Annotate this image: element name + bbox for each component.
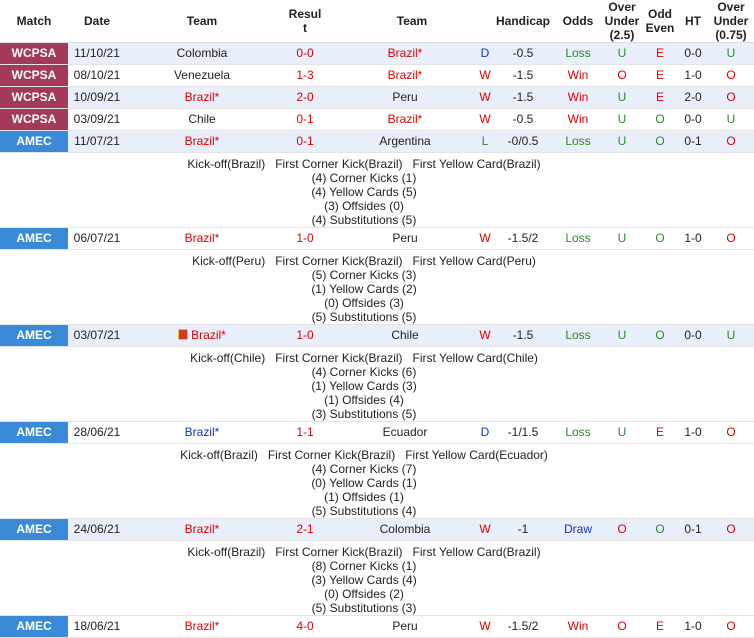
match-row[interactable] [0,325,754,347]
half-time: 2-0 [678,87,708,109]
detail-stat: (1) Yellow Cards (3) [311,379,417,393]
match-date: 03/09/21 [68,109,126,131]
detail-stat: (1) Offsides (4) [324,393,404,407]
header-over-under-075: Over Under (0.75) [708,0,754,43]
detail-events: Kick-off(Chile) First Corner Kick(Brazil) First Yellow Card(Chile) [190,351,538,365]
home-team-label: Brazil* [184,134,220,148]
home-team-label: Brazil* [191,328,226,342]
detail-stat: (4) Corner Kicks (6) [311,365,417,379]
odd-even: O [642,109,678,131]
over-under: O [602,616,642,638]
match-date: 11/10/21 [68,43,126,65]
detail-stat: (4) Yellow Cards (5) [311,185,417,199]
half-time: 0-0 [678,109,708,131]
match-detail-row [0,347,754,422]
match-row[interactable] [0,519,754,541]
result-letter: D [478,43,492,65]
match-date: 28/06/21 [68,422,126,444]
score[interactable]: 1-3 [278,65,332,87]
match-detail-row [0,444,754,519]
handicap: -0.5 [492,43,554,65]
odds-result: Win [554,616,602,638]
result-letter: W [478,87,492,109]
home-team[interactable] [126,65,278,87]
odd-even: E [642,616,678,638]
half-time: 1-0 [678,65,708,87]
match-date: 11/07/21 [68,131,126,153]
over-under: U [602,43,642,65]
red-card-icon [178,329,188,340]
away-team[interactable]: Colombia [332,519,478,541]
detail-events: Kick-off(Brazil) First Corner Kick(Brazil) First Yellow Card(Brazil) [187,545,541,559]
league-badge[interactable]: WCPSA [0,87,68,109]
home-team[interactable] [126,422,278,444]
half-time: 0-1 [678,131,708,153]
detail-stat: (5) Substitutions (5) [311,310,417,324]
over-under-075: O [708,87,754,109]
league-badge[interactable]: AMEC [0,228,68,250]
handicap: -1.5 [492,325,554,347]
result-letter: W [478,616,492,638]
match-row[interactable] [0,422,754,444]
detail-events: Kick-off(Peru) First Corner Kick(Brazil) First Yellow Card(Peru) [192,254,536,268]
match-detail-row [0,250,754,325]
half-time: 1-0 [678,422,708,444]
header-result: Resul t [278,0,332,43]
match-date: 03/07/21 [68,325,126,347]
match-date: 10/09/21 [68,87,126,109]
home-team-label: Brazil* [184,425,220,439]
league-badge[interactable]: WCPSA [0,65,68,87]
league-badge[interactable]: WCPSA [0,43,68,65]
half-time: 1-0 [678,228,708,250]
half-time: 1-0 [678,616,708,638]
detail-stat: (5) Substitutions (3) [311,601,417,615]
score[interactable]: 2-0 [278,87,332,109]
away-team[interactable]: Chile [332,325,478,347]
detail-stat: (0) Offsides (2) [324,587,404,601]
result-letter: W [478,519,492,541]
over-under-075: O [708,228,754,250]
over-under-075: O [708,519,754,541]
score[interactable]: 1-1 [278,422,332,444]
odds-result: Win [554,87,602,109]
odd-even: E [642,422,678,444]
match-date: 06/07/21 [68,228,126,250]
home-team-label: Venezuela [173,68,231,82]
match-detail [0,347,754,422]
handicap: -1.5 [492,65,554,87]
over-under-075: O [708,131,754,153]
half-time: 0-0 [678,325,708,347]
over-under: O [602,65,642,87]
detail-stat: (3) Yellow Cards (4) [311,573,417,587]
over-under: U [602,131,642,153]
home-team[interactable] [126,87,278,109]
odd-even: O [642,131,678,153]
away-team[interactable]: Peru [332,616,478,638]
detail-stat: (4) Corner Kicks (7) [311,462,417,476]
match-date: 18/06/21 [68,616,126,638]
result-letter: W [478,109,492,131]
score[interactable]: 1-0 [278,325,332,347]
detail-stat: (0) Offsides (3) [324,296,404,310]
handicap: -0.5 [492,109,554,131]
detail-stat: (3) Substitutions (5) [311,407,417,421]
over-under: U [602,87,642,109]
score[interactable]: 0-1 [278,109,332,131]
home-team[interactable] [126,519,278,541]
handicap: -1.5/2 [492,616,554,638]
handicap: -1.5/2 [492,228,554,250]
league-badge[interactable]: AMEC [0,616,68,638]
detail-stat: (1) Yellow Cards (2) [311,282,417,296]
home-team[interactable] [126,109,278,131]
detail-stat: (0) Yellow Cards (1) [311,476,417,490]
match-detail [0,541,754,616]
match-row[interactable] [0,87,754,109]
away-team[interactable]: Peru [332,228,478,250]
home-team[interactable] [126,325,278,347]
odd-even: O [642,228,678,250]
header-odd-even: Odd Even [642,0,678,43]
header-match: Match [0,0,68,43]
over-under-075: U [708,43,754,65]
half-time: 0-0 [678,43,708,65]
over-under: U [602,422,642,444]
result-letter: W [478,325,492,347]
away-team[interactable]: Ecuador [332,422,478,444]
home-team-label: Brazil* [184,90,220,104]
away-team[interactable]: Peru [332,87,478,109]
header-team-home: Team [126,0,278,43]
detail-stat: (3) Offsides (0) [324,199,404,213]
score[interactable]: 0-1 [278,131,332,153]
over-under: U [602,109,642,131]
home-team-label: Chile [188,112,216,126]
detail-stat: (5) Substitutions (4) [311,504,417,518]
over-under-075: O [708,65,754,87]
match-row[interactable] [0,228,754,250]
result-letter: L [478,131,492,153]
match-row[interactable] [0,43,754,65]
header-ht: HT [678,0,708,43]
detail-stat: (5) Corner Kicks (3) [311,268,417,282]
detail-stat: (4) Substitutions (5) [311,213,417,227]
over-under-075: U [708,109,754,131]
league-badge[interactable]: AMEC [0,519,68,541]
away-team[interactable]: Brazil* [332,43,478,65]
odds-result: Loss [554,325,602,347]
away-team[interactable]: Brazil* [332,109,478,131]
match-date: 08/10/21 [68,65,126,87]
home-team[interactable] [126,228,278,250]
odds-result: Win [554,65,602,87]
over-under: U [602,228,642,250]
result-letter: W [478,228,492,250]
match-detail-row [0,153,754,228]
match-row[interactable] [0,109,754,131]
detail-events: Kick-off(Brazil) First Corner Kick(Brazil) First Yellow Card(Brazil) [187,157,541,171]
home-team[interactable] [126,131,278,153]
home-team-label: Colombia [176,46,228,60]
away-team[interactable]: Argentina [332,131,478,153]
over-under-075: U [708,325,754,347]
odd-even: E [642,65,678,87]
league-badge[interactable]: AMEC [0,422,68,444]
match-date: 24/06/21 [68,519,126,541]
half-time: 0-1 [678,519,708,541]
home-team-label: Brazil* [184,522,220,536]
match-rows [0,43,754,638]
header-team-away: Team [332,0,492,43]
home-team[interactable] [126,43,278,65]
detail-events: Kick-off(Brazil) First Corner Kick(Brazil) First Yellow Card(Ecuador) [180,448,548,462]
over-under: O [602,519,642,541]
odd-even: E [642,43,678,65]
match-detail [0,250,754,325]
home-team[interactable] [126,616,278,638]
odd-even: O [642,325,678,347]
odds-result: Draw [554,519,602,541]
handicap: -1.5 [492,87,554,109]
detail-stat: (4) Corner Kicks (1) [311,171,417,185]
match-row[interactable] [0,131,754,153]
result-letter: W [478,65,492,87]
league-badge[interactable]: AMEC [0,131,68,153]
away-team[interactable]: Brazil* [332,65,478,87]
league-badge[interactable]: AMEC [0,325,68,347]
header-handicap: Handicap [492,0,554,43]
odd-even: O [642,519,678,541]
odds-result: Loss [554,228,602,250]
match-row[interactable] [0,616,754,638]
over-under-075: O [708,616,754,638]
league-badge[interactable]: WCPSA [0,109,68,131]
over-under: U [602,325,642,347]
handicap: -0/0.5 [492,131,554,153]
over-under-075: O [708,422,754,444]
score[interactable]: 0-0 [278,43,332,65]
match-detail-row [0,541,754,616]
score[interactable]: 1-0 [278,228,332,250]
header-date: Date [68,0,126,43]
detail-stat: (8) Corner Kicks (1) [311,559,417,573]
match-detail [0,153,754,228]
odds-result: Win [554,109,602,131]
handicap: -1 [492,519,554,541]
score[interactable]: 4-0 [278,616,332,638]
result-letter: D [478,422,492,444]
header-over-under: Over Under (2.5) [602,0,642,43]
odds-result: Loss [554,422,602,444]
odd-even: E [642,87,678,109]
odds-result: Loss [554,131,602,153]
match-row[interactable] [0,65,754,87]
header-odds: Odds [554,0,602,43]
score[interactable]: 2-1 [278,519,332,541]
detail-stat: (1) Offsides (1) [324,490,404,504]
match-detail [0,444,754,519]
home-team-label: Brazil* [184,619,220,633]
header-row [0,0,754,43]
handicap: -1/1.5 [492,422,554,444]
odds-result: Loss [554,43,602,65]
home-team-label: Brazil* [184,231,220,245]
